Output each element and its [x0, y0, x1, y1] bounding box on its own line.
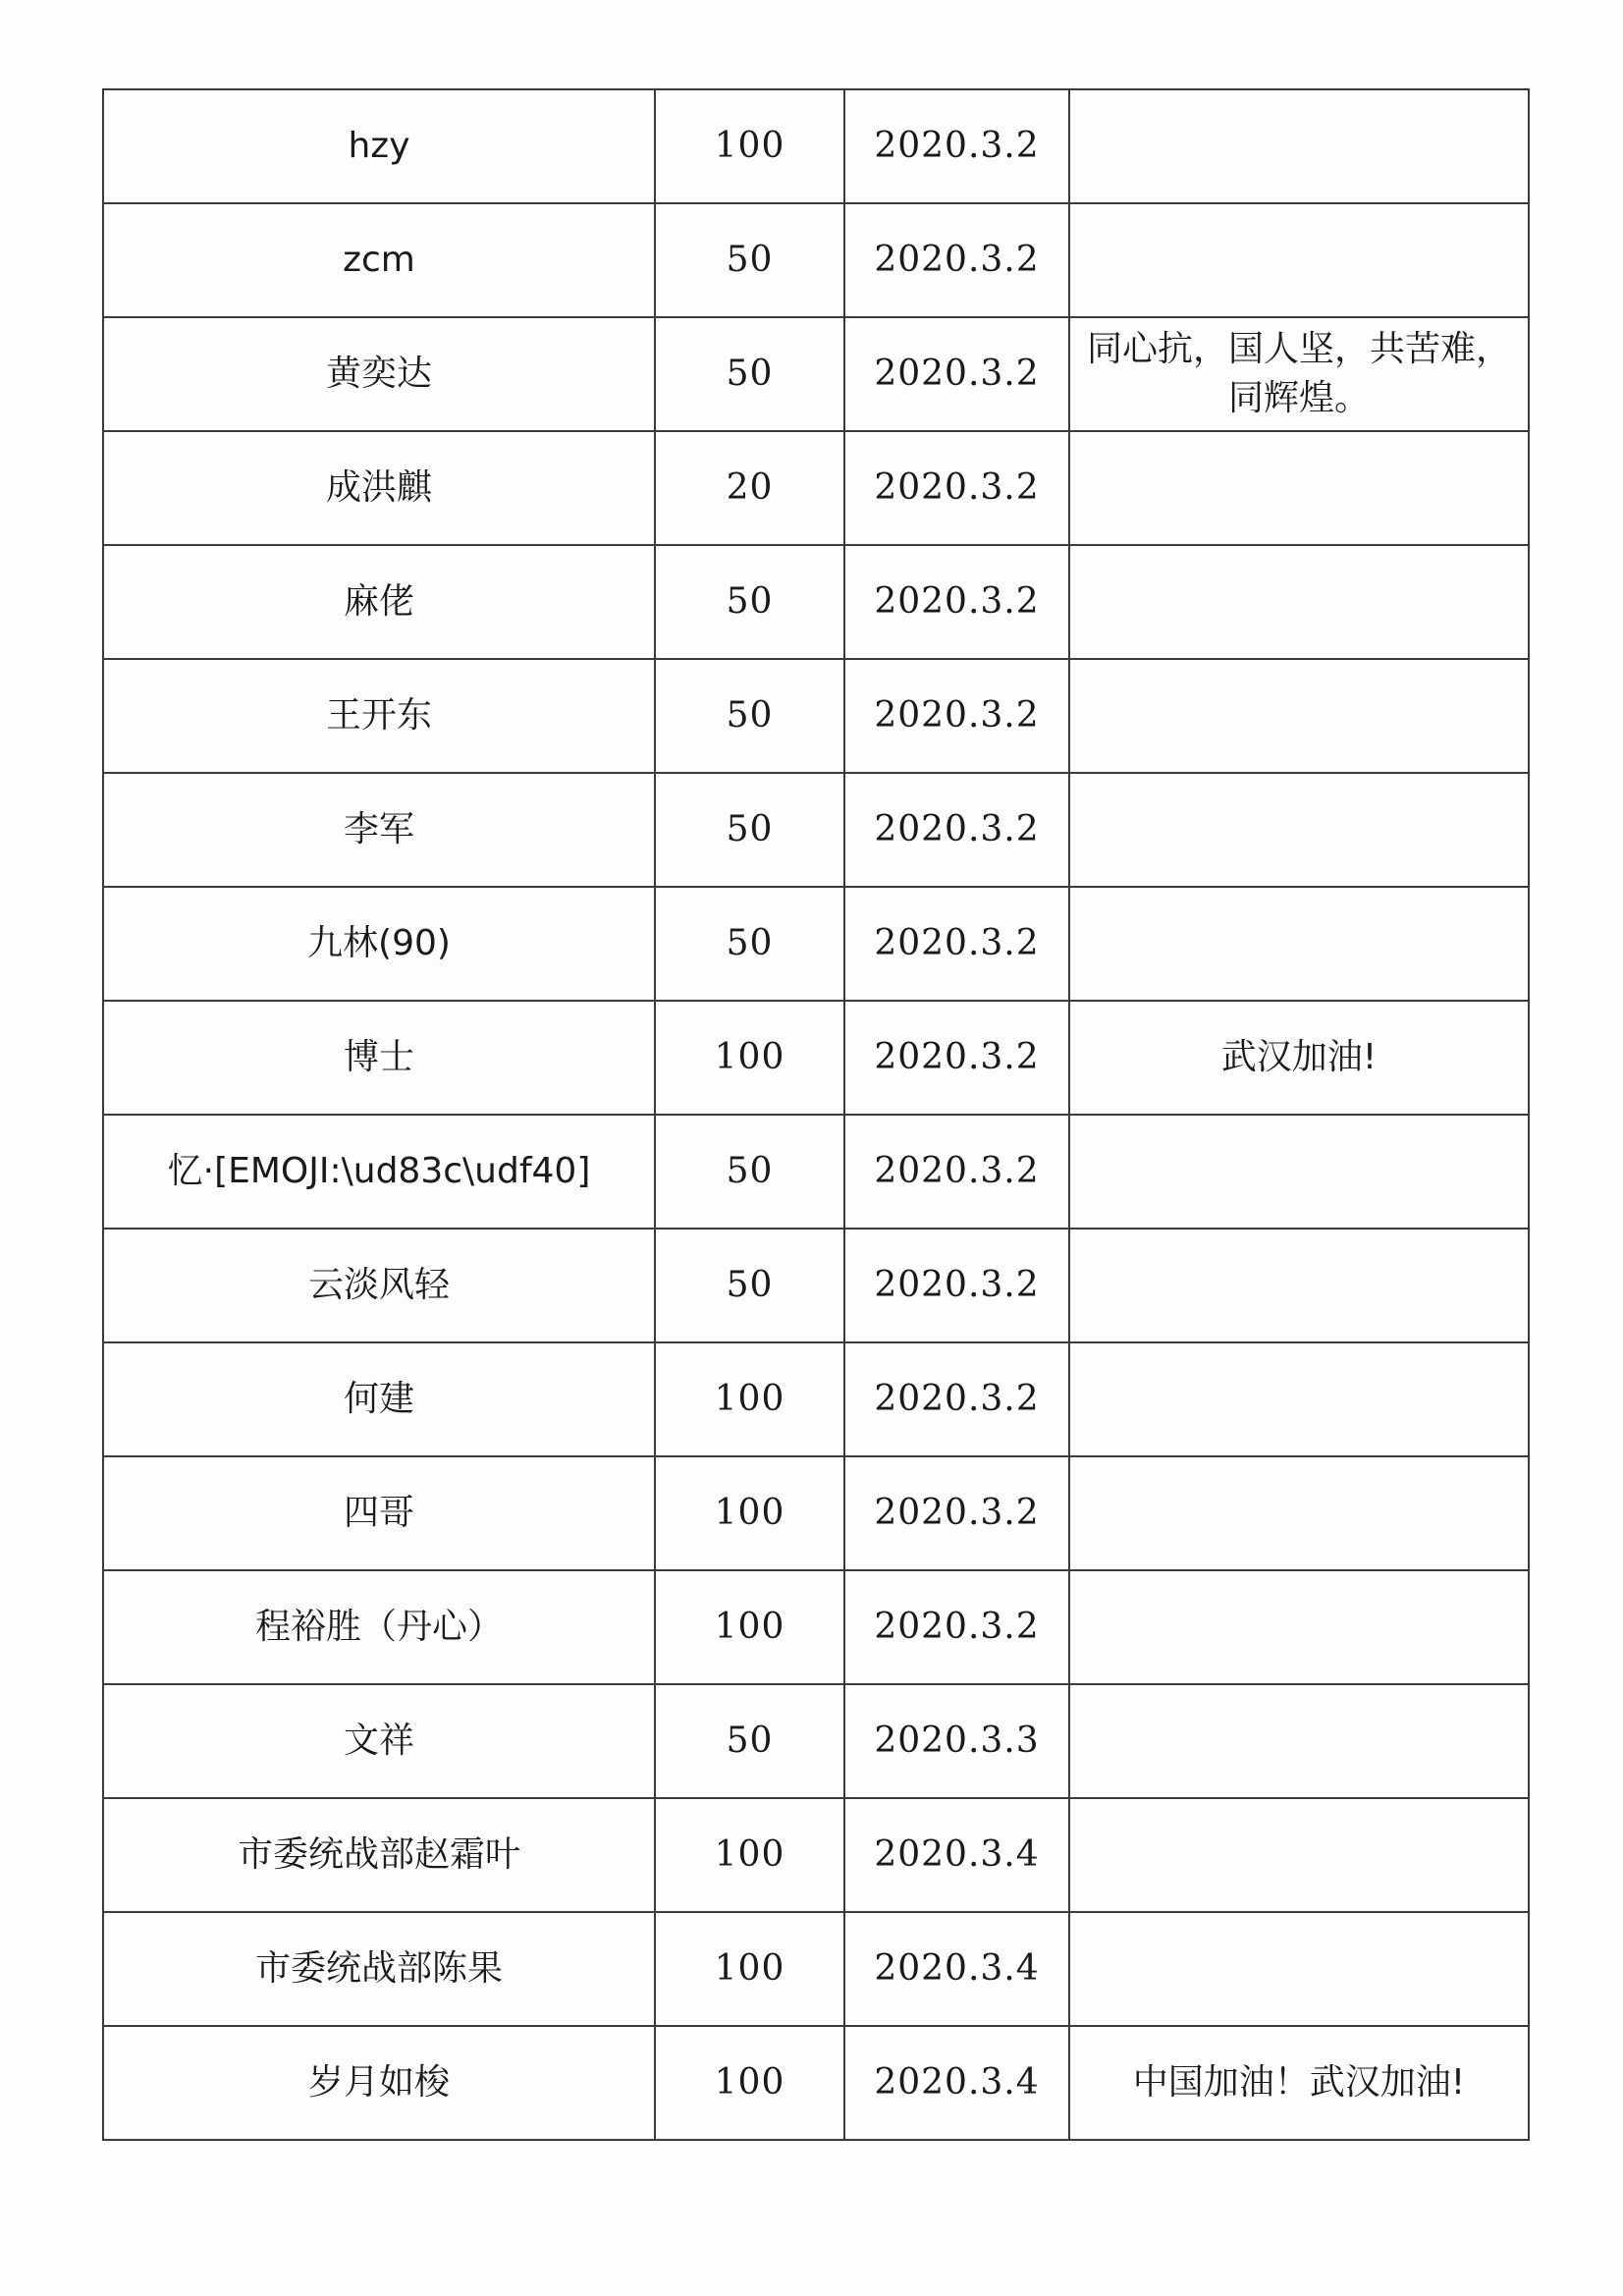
amount-cell: 100 — [655, 1798, 844, 1912]
note-cell — [1069, 659, 1529, 773]
donor-name-cell: 成洪麒 — [103, 431, 655, 545]
amount-cell: 100 — [655, 1456, 844, 1570]
date-cell: 2020.3.3 — [844, 1684, 1069, 1798]
table-row — [103, 1001, 1529, 1115]
note-cell — [1069, 1115, 1529, 1229]
table-row — [103, 1912, 1529, 2026]
date-cell: 2020.3.2 — [844, 317, 1069, 431]
date-cell: 2020.3.2 — [844, 1570, 1069, 1684]
table-row — [103, 431, 1529, 545]
date-cell: 2020.3.4 — [844, 2026, 1069, 2140]
date-cell: 2020.3.2 — [844, 1229, 1069, 1342]
amount-cell: 50 — [655, 545, 844, 659]
amount-cell: 50 — [655, 659, 844, 773]
table-row — [103, 1115, 1529, 1229]
donor-name-cell: 麻佬 — [103, 545, 655, 659]
amount-cell: 100 — [655, 1912, 844, 2026]
amount-cell: 50 — [655, 317, 844, 431]
date-cell: 2020.3.2 — [844, 1115, 1069, 1229]
donor-name-cell: 岁月如梭 — [103, 2026, 655, 2140]
date-cell: 2020.3.4 — [844, 1912, 1069, 2026]
date-cell: 2020.3.4 — [844, 1798, 1069, 1912]
donor-name-cell: 市委统战部赵霜叶 — [103, 1798, 655, 1912]
table-row — [103, 2026, 1529, 2140]
table-row — [103, 1229, 1529, 1342]
note-cell: 武汉加油! — [1069, 1001, 1529, 1115]
date-cell: 2020.3.2 — [844, 431, 1069, 545]
table-row — [103, 1570, 1529, 1684]
donor-name-cell: 何建 — [103, 1342, 655, 1456]
donor-name-cell: 程裕胜（丹心） — [103, 1570, 655, 1684]
note-cell: 同心抗，国人坚，共苦难，同辉煌。 — [1069, 317, 1529, 431]
donor-name-cell: 忆·[EMOJI:\ud83c\udf40] — [103, 1115, 655, 1229]
note-cell — [1069, 431, 1529, 545]
amount-cell: 100 — [655, 1001, 844, 1115]
donor-name-cell: 李军 — [103, 773, 655, 887]
note-cell — [1069, 773, 1529, 887]
table-body — [103, 89, 1529, 2140]
amount-cell: 50 — [655, 773, 844, 887]
date-cell: 2020.3.2 — [844, 89, 1069, 203]
note-cell — [1069, 203, 1529, 317]
amount-cell: 50 — [655, 887, 844, 1001]
note-cell — [1069, 1342, 1529, 1456]
amount-cell: 100 — [655, 1342, 844, 1456]
note-cell — [1069, 1570, 1529, 1684]
amount-cell: 100 — [655, 89, 844, 203]
note-cell — [1069, 1684, 1529, 1798]
donor-name-cell: 王开东 — [103, 659, 655, 773]
note-cell — [1069, 1912, 1529, 2026]
donor-name-cell: 市委统战部陈果 — [103, 1912, 655, 2026]
date-cell: 2020.3.2 — [844, 1456, 1069, 1570]
donation-table — [102, 88, 1530, 2141]
note-cell — [1069, 89, 1529, 203]
donor-name-cell: 四哥 — [103, 1456, 655, 1570]
donor-name-cell: zcm — [103, 203, 655, 317]
date-cell: 2020.3.2 — [844, 887, 1069, 1001]
table-row — [103, 887, 1529, 1001]
note-cell — [1069, 1798, 1529, 1912]
note-cell — [1069, 545, 1529, 659]
donor-name-cell: hzy — [103, 89, 655, 203]
date-cell: 2020.3.2 — [844, 1001, 1069, 1115]
amount-cell: 50 — [655, 1684, 844, 1798]
donor-name-cell: 博士 — [103, 1001, 655, 1115]
amount-cell: 100 — [655, 2026, 844, 2140]
table-row — [103, 773, 1529, 887]
table-row — [103, 1798, 1529, 1912]
table-row — [103, 1342, 1529, 1456]
table-row — [103, 545, 1529, 659]
table-row — [103, 89, 1529, 203]
amount-cell: 50 — [655, 1229, 844, 1342]
date-cell: 2020.3.2 — [844, 203, 1069, 317]
table-row — [103, 1456, 1529, 1570]
table-row — [103, 203, 1529, 317]
donor-name-cell: 黄奕达 — [103, 317, 655, 431]
amount-cell: 50 — [655, 1115, 844, 1229]
table-row — [103, 659, 1529, 773]
note-cell — [1069, 887, 1529, 1001]
table-row — [103, 317, 1529, 431]
donor-name-cell: 文祥 — [103, 1684, 655, 1798]
date-cell: 2020.3.2 — [844, 545, 1069, 659]
amount-cell: 20 — [655, 431, 844, 545]
table-row — [103, 1684, 1529, 1798]
donor-name-cell: 云淡风轻 — [103, 1229, 655, 1342]
amount-cell: 100 — [655, 1570, 844, 1684]
amount-cell: 50 — [655, 203, 844, 317]
date-cell: 2020.3.2 — [844, 773, 1069, 887]
date-cell: 2020.3.2 — [844, 1342, 1069, 1456]
note-cell — [1069, 1229, 1529, 1342]
date-cell: 2020.3.2 — [844, 659, 1069, 773]
note-cell: 中国加油！武汉加油! — [1069, 2026, 1529, 2140]
note-cell — [1069, 1456, 1529, 1570]
donor-name-cell: 九林(90) — [103, 887, 655, 1001]
